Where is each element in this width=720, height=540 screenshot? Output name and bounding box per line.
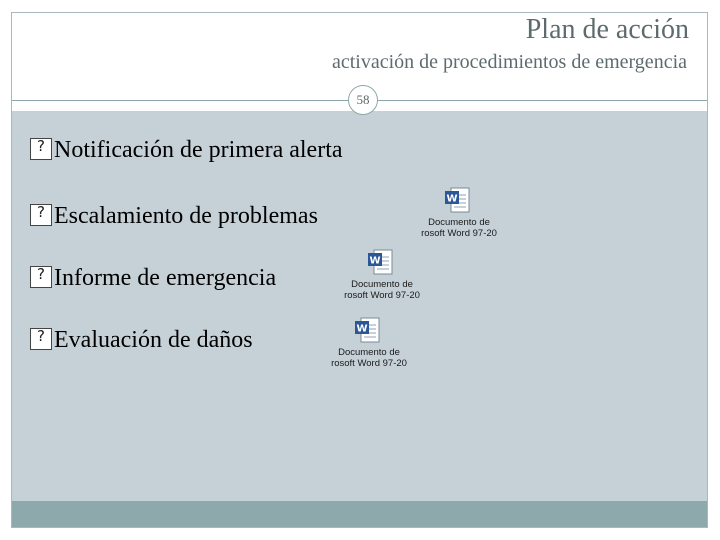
bullet-item-informe [30, 265, 276, 292]
attachment-informe[interactable] [337, 249, 427, 305]
bullet-text: Informe de emergencia [54, 265, 277, 291]
bullet-text: Notificación de primera alerta [54, 137, 343, 163]
missing-glyph-bullet-icon [30, 204, 52, 226]
word-document-icon [367, 249, 395, 277]
bullet-text: Evaluación de daños [54, 327, 253, 353]
bullet-item-notificacion [30, 137, 343, 164]
attachment-escalamiento[interactable] [414, 187, 504, 243]
missing-glyph-bullet-icon [30, 138, 52, 160]
svg-text:W: W [369, 255, 381, 267]
attachment-caption: Documento de rosoft Word 97-20 [421, 217, 497, 239]
svg-text:W: W [356, 323, 368, 335]
page-number-badge: 58 [348, 85, 378, 115]
footer-bar [12, 501, 707, 527]
word-document-icon [444, 187, 472, 215]
word-document-icon [354, 317, 382, 345]
missing-glyph-bullet-icon [30, 328, 52, 350]
slide-title: Plan de acción [525, 14, 689, 45]
slide-content [12, 111, 707, 501]
attachment-caption: Documento de rosoft Word 97-20 [331, 347, 407, 369]
svg-text:W: W [446, 193, 458, 205]
missing-glyph-bullet-icon [30, 266, 52, 288]
bullet-text: Escalamiento de problemas [54, 203, 318, 229]
slide-subtitle: activación de procedimientos de emergencia [331, 51, 687, 73]
attachment-caption: Documento de rosoft Word 97-20 [344, 279, 420, 301]
bullet-item-escalamiento [30, 203, 318, 230]
slide-frame [11, 12, 708, 528]
bullet-item-evaluacion [30, 327, 253, 354]
attachment-evaluacion[interactable] [324, 317, 414, 373]
